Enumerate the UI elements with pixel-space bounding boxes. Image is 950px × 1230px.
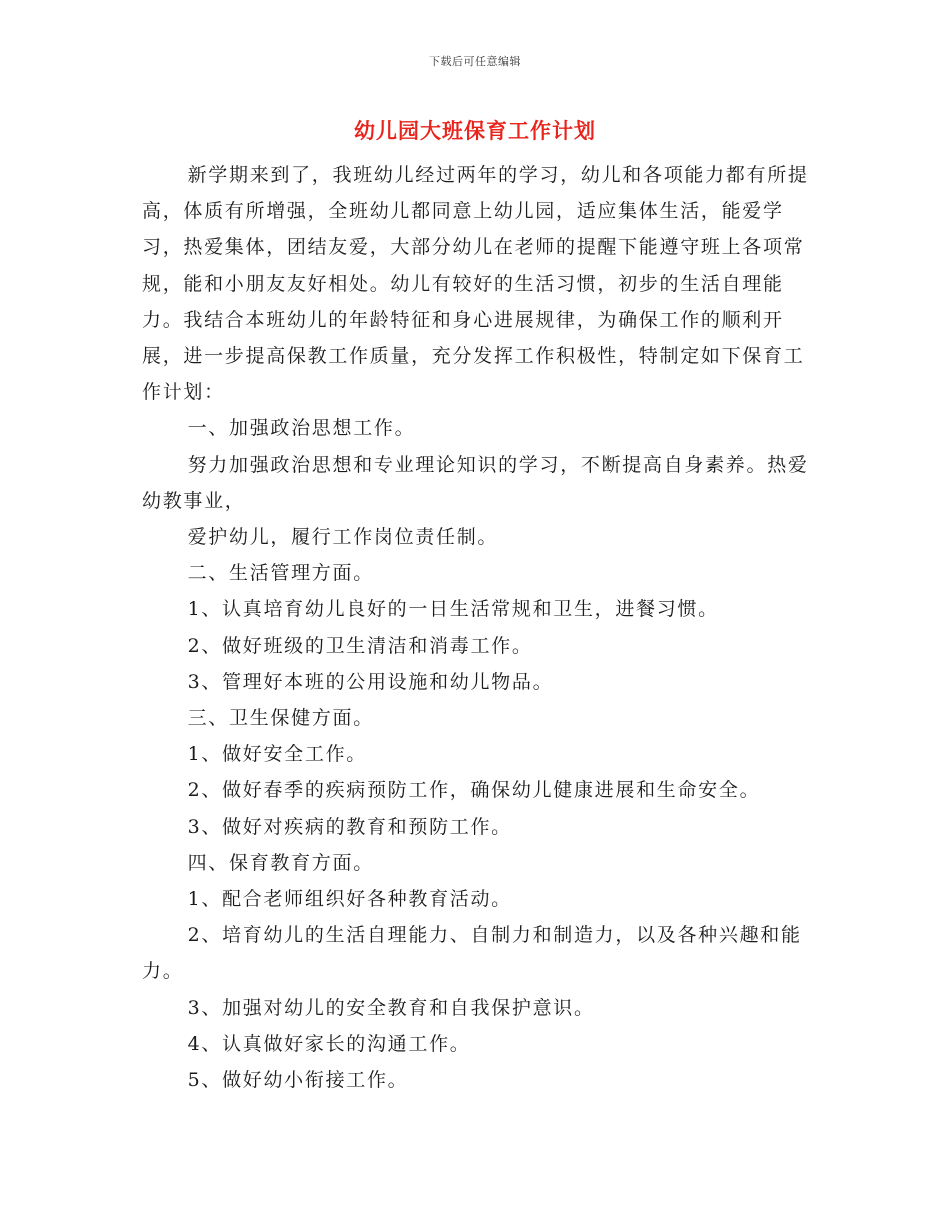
list-item: 3、加强对幼儿的安全教育和自我保护意识。 [187,996,595,1019]
list-item: 2、做好春季的疾病预防工作，确保幼儿健康进展和生命安全。 [187,779,761,802]
section-heading-4: 四、保育教育方面。 [187,851,374,874]
paragraph: 努力加强政治思想和专业理论知识的学习，不断提高自身素养。热爱幼教事业， [142,453,809,512]
section-heading-1: 一、加强政治思想工作。 [187,417,416,440]
document-body [142,157,810,1098]
paragraph-intro: 新学期来到了，我班幼儿经过两年的学习，幼儿和各项能力都有所提高，体质有所增强，全班幼儿都同意上幼儿园，适应集体生活，能爱学习，热爱集体，团结友爱，大部分幼儿在老师的提醒下能遵守班上各项常规，能和小朋友友好相处。幼儿有较好的生活习惯，初步的生活自理能力。我结合本班幼儿的年龄特征和身心进展规律，为确保工作的顺利开展，进一步提高保教工作质量，充分发挥工作积极性，特制定如下保育工作计划： [142,164,809,404]
paragraph: 爱护幼儿，履行工作岗位责任制。 [187,526,499,549]
list-item: 1、配合老师组织好各种教育活动。 [187,888,512,911]
document-title: 幼儿园大班保育工作计划 [354,118,596,143]
section-heading-3: 三、卫生保健方面。 [187,707,374,730]
list-item: 1、认真培育幼儿良好的一日生活常规和卫生，进餐习惯。 [187,598,719,621]
list-item: 3、做好对疾病的教育和预防工作。 [187,815,512,838]
section-heading-2: 二、生活管理方面。 [187,562,374,585]
list-item: 3、管理好本班的公用设施和幼儿物品。 [187,670,554,693]
list-item: 2、做好班级的卫生清洁和消毒工作。 [187,634,533,657]
header-note: 下载后可任意编辑 [429,55,521,68]
list-item: 2、培育幼儿的生活自理能力、自制力和制造力，以及各种兴趣和能力。 [142,924,802,983]
list-item: 5、做好幼小衔接工作。 [187,1069,409,1092]
list-item: 4、认真做好家长的沟通工作。 [187,1032,471,1055]
list-item: 1、做好安全工作。 [187,743,367,766]
